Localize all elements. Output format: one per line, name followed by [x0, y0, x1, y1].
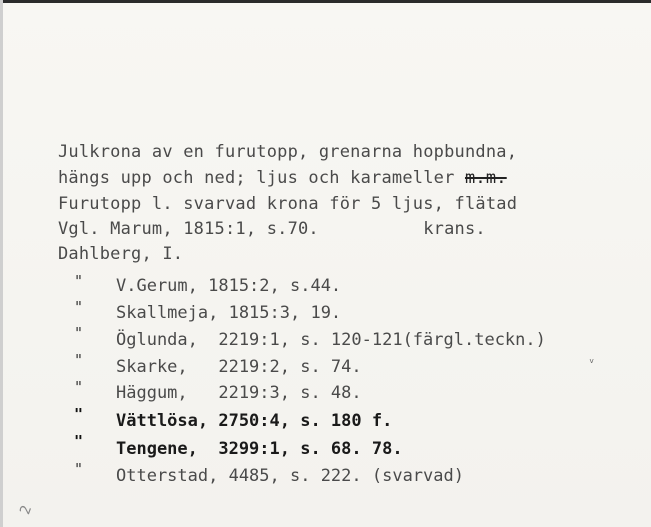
- handwritten-tick: ᵥ: [588, 352, 596, 366]
- description-line-1: Julkrona av en furutopp, grenarna hopbundna,: [58, 142, 518, 162]
- ditto-mark: ": [74, 460, 84, 478]
- ditto-mark: ": [74, 272, 84, 290]
- ditto-mark: ": [74, 351, 84, 369]
- ditto-mark: ": [74, 298, 84, 316]
- description-line-2: [58, 168, 507, 188]
- description-line-4: Vgl. Marum, 1815:1, s.70. krans.: [58, 219, 486, 239]
- ditto-mark: ": [74, 324, 84, 342]
- card-top-edge: [0, 0, 651, 3]
- ditto-mark: ": [74, 432, 84, 450]
- reference-entry: V.Gerum, 1815:2, s.44.: [116, 276, 342, 296]
- reference-entry: Skallmeja, 1815:3, 19.: [116, 303, 342, 323]
- ditto-mark: ": [74, 378, 84, 396]
- reference-entry: Otterstad, 4485, s. 222. (svarvad): [116, 466, 464, 486]
- description-line-3: Furutopp l. svarvad krona för 5 ljus, flätad: [58, 194, 518, 214]
- ditto-mark: ": [74, 405, 84, 423]
- reference-entry: Skarke, 2219:2, s. 74.: [116, 357, 362, 377]
- card-left-edge: [0, 0, 3, 527]
- description-line-5: Dahlberg, I.: [58, 244, 184, 264]
- description-line-2-text: hängs upp och ned; ljus och karameller: [58, 168, 455, 188]
- reference-entry: Öglunda, 2219:1, s. 120-121(färgl.teckn.): [116, 330, 546, 350]
- struck-text: m.m.: [464, 168, 507, 188]
- reference-entry: Vättlösa, 2750:4, s. 180 f.: [116, 411, 393, 431]
- reference-entry: Häggum, 2219:3, s. 48.: [116, 383, 362, 403]
- reference-entry: Tengene, 3299:1, s. 68. 78.: [116, 439, 403, 459]
- handwritten-corner-mark: 2: [17, 503, 36, 517]
